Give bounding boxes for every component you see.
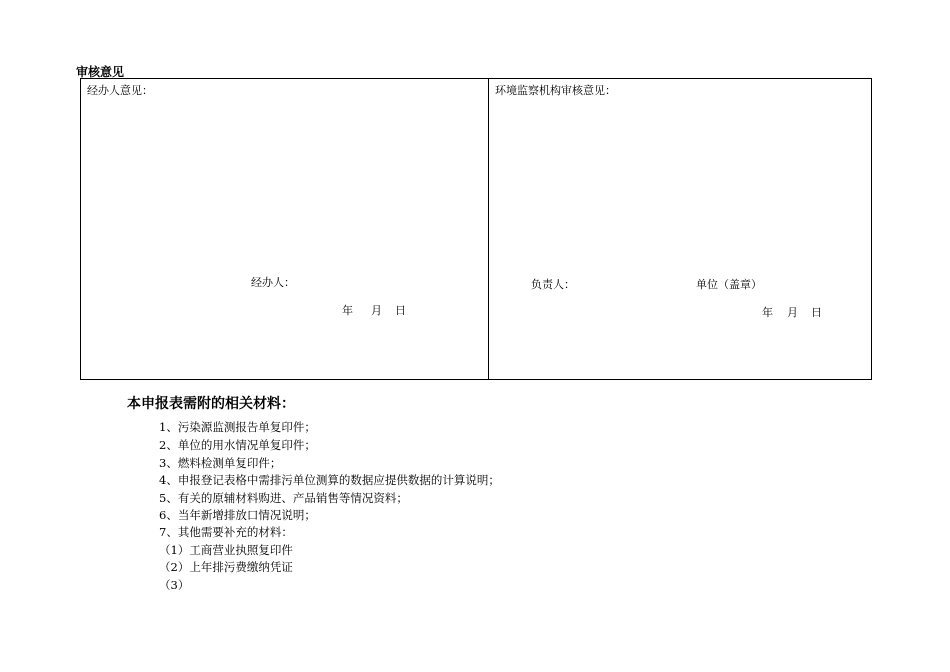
materials-title: 本申报表需附的相关材料： bbox=[127, 396, 295, 412]
table-divider bbox=[488, 79, 489, 379]
handler-opinion-label: 经办人意见： bbox=[87, 84, 153, 97]
materials-item: 6、当年新增排放口情况说明； bbox=[159, 508, 316, 522]
unit-seal-label: 单位（盖章） bbox=[696, 278, 762, 291]
materials-sub-item: （1）工商营业执照复印件 bbox=[159, 543, 293, 557]
responsible-person-label: 负责人： bbox=[531, 278, 575, 291]
handler-signer-label: 经办人： bbox=[251, 276, 295, 289]
agency-opinion-label: 环境监察机构审核意见： bbox=[495, 84, 616, 97]
handler-date-year: 年 bbox=[342, 304, 353, 317]
materials-item: 5、有关的原辅材料购进、产品销售等情况资料； bbox=[159, 491, 408, 505]
handler-date-month: 月 bbox=[371, 304, 382, 317]
handler-date-day: 日 bbox=[395, 304, 406, 317]
materials-item: 3、燃料检测单复印件； bbox=[159, 456, 282, 470]
materials-item: 2、单位的用水情况单复印件； bbox=[159, 438, 316, 452]
materials-sub-item: （3） bbox=[159, 578, 190, 592]
section-title-review: 审核意见 bbox=[76, 65, 125, 79]
materials-item: 7、其他需要补充的材料： bbox=[159, 525, 293, 539]
materials-item: 1、污染源监测报告单复印件； bbox=[159, 420, 316, 434]
materials-sub-item: （2）上年排污费缴纳凭证 bbox=[159, 560, 293, 574]
materials-item: 4、申报登记表格中需排污单位测算的数据应提供数据的计算说明； bbox=[159, 473, 500, 487]
agency-date-month: 月 bbox=[787, 306, 798, 319]
agency-date-day: 日 bbox=[811, 306, 822, 319]
review-opinion-table bbox=[80, 78, 872, 380]
agency-date-year: 年 bbox=[762, 306, 773, 319]
